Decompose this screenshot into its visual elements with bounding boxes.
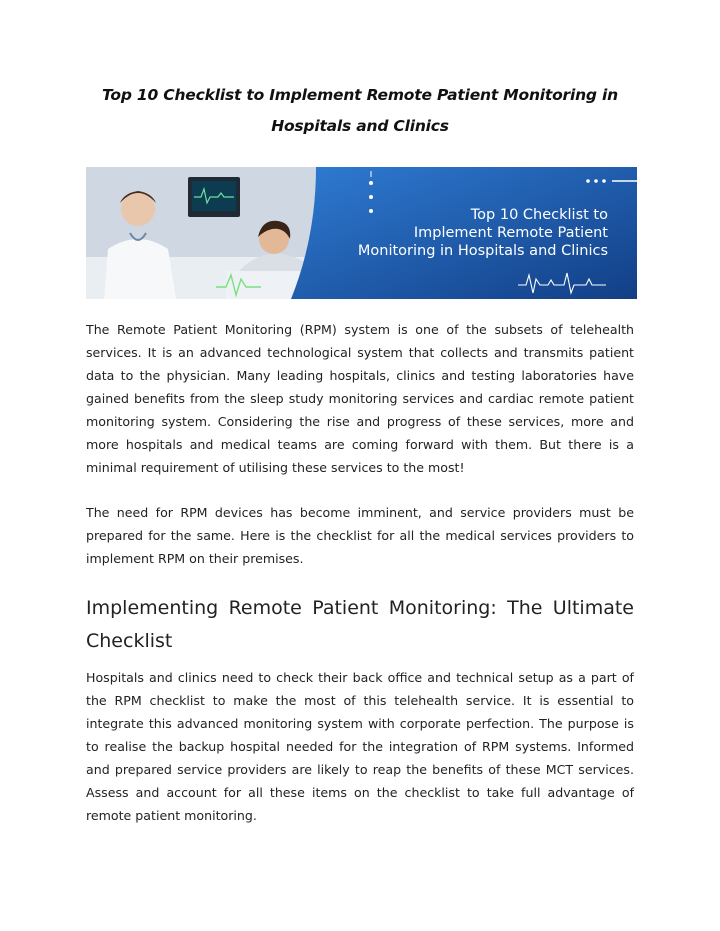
paragraph-checklist: Hospitals and clinics need to check their back office and technical setup as a part of the RPM checklist to make the most of this telehealth service. It is essential to integrate this advanced monitoring system with corporate perfection. The purpose is to realise the backup hospital needed for the integration of RPM systems. Informed and prepared service providers are likely to reap the benefits of these MCT services. Assess and account for all these items on the checklist to take full advantage of remote patient monitoring. <box>86 670 634 823</box>
document-title: Top 10 Checklist to Implement Remote Patient Monitoring in Hospitals and Clinics <box>102 86 618 135</box>
banner-line-3: Monitoring in Hospitals and Clinics <box>357 243 608 259</box>
paragraph-need: The need for RPM devices has become imminent, and service providers must be prepared for the same. Here is the checklist for all the medical services providers to implement RPM on their premises. <box>86 505 634 566</box>
paragraph-intro: The Remote Patient Monitoring (RPM) system is one of the subsets of telehealth services. It is an advanced technological system that collects and transmits patient data to the physician. Many leading hospitals, clinics and testing laboratories have gained benefits from the sleep study monitoring services and cardiac remote patient monitoring system. Considering the rise and progress of these services, more and more hospitals and medical teams are coming forward with them. But there is a minimal requirement of utilising these services to the most! <box>86 322 634 475</box>
banner-line-1: Top 10 Checklist to <box>470 207 608 223</box>
banner-image <box>86 167 637 299</box>
section-heading: Implementing Remote Patient Monitoring: The Ultimate Checklist <box>86 597 634 652</box>
banner-line-2: Implement Remote Patient <box>413 225 608 241</box>
